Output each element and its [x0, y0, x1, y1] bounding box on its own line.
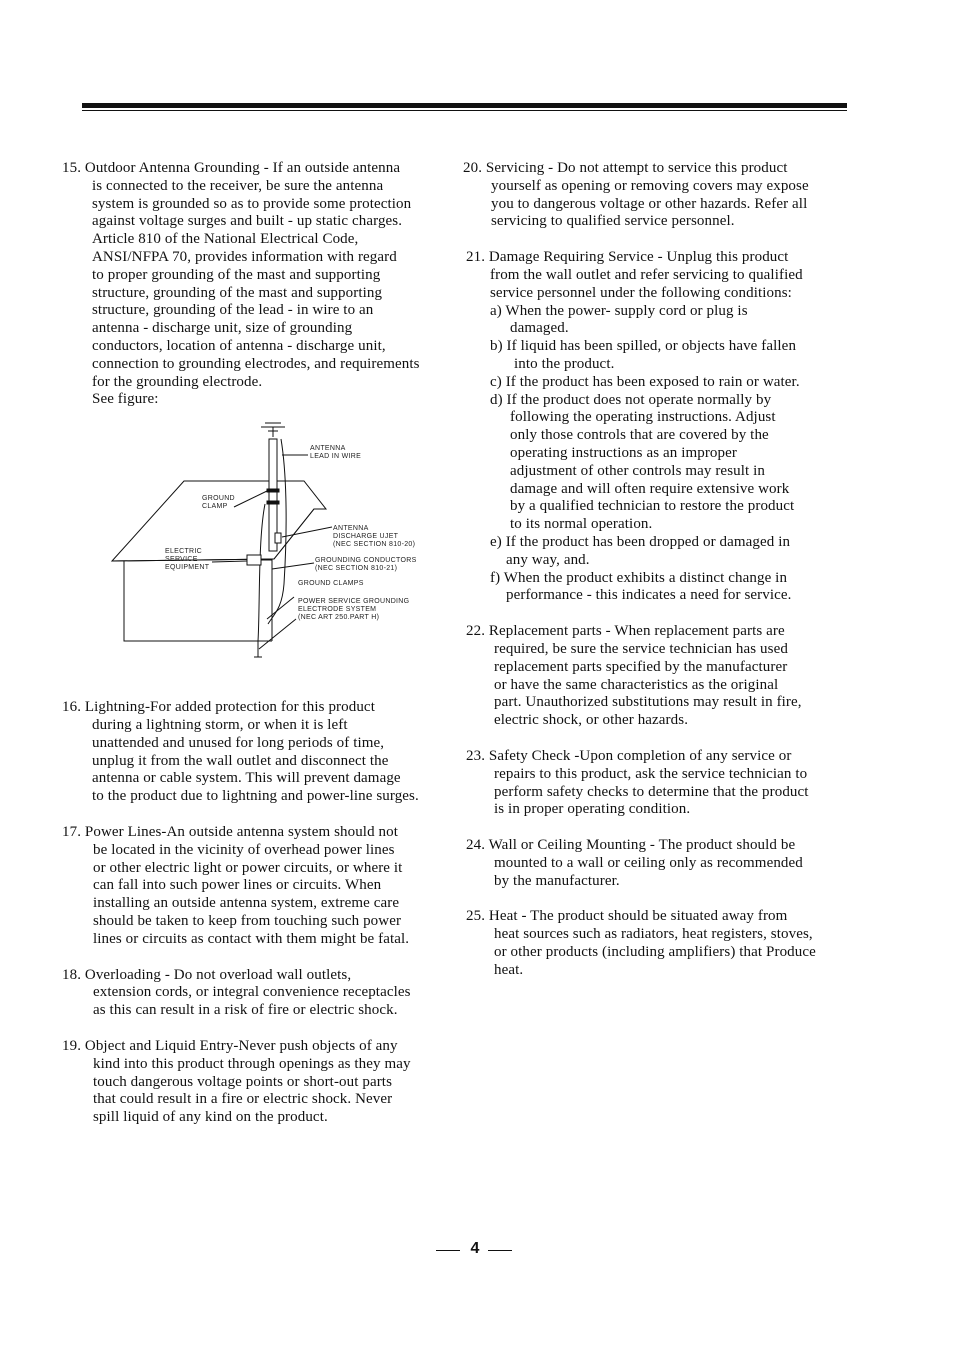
- text-line: yourself as opening or removing covers may expose: [491, 177, 809, 194]
- text-line: you to dangerous voltage or other hazards. Refer all: [491, 195, 808, 212]
- text-line: installing an outside antenna system, extreme care: [93, 895, 400, 912]
- header-rule-thin: [82, 110, 847, 111]
- text-line: unattended and unused for long periods of time,: [92, 734, 385, 751]
- text-line: 17. Power Lines-An outside antenna system should not: [62, 823, 398, 840]
- text-line: See figure:: [92, 391, 159, 408]
- text-line: damage and will often require extensive work: [510, 480, 790, 497]
- text-line: to its normal operation.: [510, 516, 653, 533]
- text-line: heat.: [494, 961, 524, 978]
- text-line: 20. Servicing - Do not attempt to service this product: [463, 160, 788, 176]
- text-line: perform safety checks to determine that the product: [494, 783, 809, 800]
- text-line: servicing to qualified service personnel.: [491, 213, 735, 230]
- text-line: 25. Heat - The product should be situated away from: [466, 908, 788, 925]
- text-line: Article 810 of the National Electrical Code,: [92, 231, 359, 248]
- text-line: 19. Object and Liquid Entry-Never push objects of any: [62, 1037, 398, 1054]
- label-grounding-conductors: GROUNDING CONDUCTORS (NEC SECTION 810-21): [315, 557, 417, 573]
- text-line: f) When the product exhibits a distinct change in: [490, 569, 788, 586]
- text-line: heat sources such as radiators, heat registers, stoves,: [494, 926, 813, 943]
- text-line: lines or circuits as contact with them might be fatal.: [93, 930, 410, 947]
- text-line: electric shock, or other hazards.: [494, 712, 689, 729]
- text-line: only those controls that are covered by the: [510, 427, 769, 444]
- text-line: 24. Wall or Ceiling Mounting - The product should be: [466, 837, 796, 854]
- text-line: to the product due to lightning and power-line surges.: [92, 788, 419, 805]
- text-line: by the manufacturer.: [494, 872, 620, 889]
- text-line: e) If the product has been dropped or damaged in: [490, 533, 791, 550]
- item-15-outdoor-antenna-grounding: [62, 160, 472, 409]
- text-line: adjustment of other controls may result in: [510, 462, 765, 479]
- text-line: d) If the product does not operate normally by: [490, 391, 772, 408]
- text-line: is connected to the receiver, be sure the antenna: [92, 177, 384, 194]
- left-column: [62, 160, 472, 1127]
- text-line: as this can result in a risk of fire or electric shock.: [93, 1002, 398, 1019]
- item-25-heat: [463, 908, 873, 979]
- text-line: 21. Damage Requiring Service - Unplug this product: [466, 249, 789, 266]
- text-line: mounted to a wall or ceiling only as recommended: [494, 854, 803, 871]
- label-antenna-discharge-unit: ANTENNA DISCHARGE UJET (NEC SECTION 810-20): [333, 525, 416, 549]
- text-line: 23. Safety Check -Upon completion of any service or: [466, 747, 792, 764]
- item-23-safety-check: [463, 748, 873, 819]
- text-line: 22. Replacement parts - When replacement parts are: [466, 623, 785, 640]
- text-line: 18. Overloading - Do not overload wall outlets,: [62, 966, 352, 983]
- house-antenna-diagram-icon: [62, 409, 472, 699]
- text-line: antenna - discharge unit, size of grounding: [92, 320, 353, 337]
- item-24-wall-ceiling-mounting: [463, 837, 873, 890]
- text-line: to proper grounding of the mast and supporting: [92, 266, 381, 283]
- text-line: touch dangerous voltage points or short-out parts: [93, 1073, 393, 1090]
- header-rule-thick: [82, 103, 847, 108]
- item-19-object-liquid-entry: [62, 1038, 472, 1127]
- label-ground-clamp: GROUND CLAMP: [202, 495, 235, 511]
- text-line: or other products (including amplifiers) that Produce: [494, 944, 816, 961]
- page-number-value: 4: [470, 1240, 480, 1257]
- text-line: during a lightning storm, or when it is left: [92, 716, 348, 733]
- text-line: that could result in a fire or electric shock. Never: [93, 1091, 393, 1108]
- text-line: extension cords, or integral convenience receptacles: [93, 984, 411, 1001]
- text-line: spill liquid of any kind on the product.: [93, 1109, 328, 1126]
- text-line: replacement parts specified by the manufacturer: [494, 658, 788, 675]
- text-line: kind into this product through openings as they may: [93, 1055, 411, 1072]
- text-line: ANSI/NFPA 70, provides information with regard: [92, 248, 397, 265]
- text-line: for the grounding electrode.: [92, 373, 263, 390]
- text-line: 16. Lightning-For added protection for this product: [62, 699, 375, 716]
- text-line: structure, grounding of the lead - in wire to an: [92, 302, 374, 319]
- label-antenna-lead-in-wire: ANTENNA LEAD IN WIRE: [310, 445, 362, 461]
- item-20-servicing: [463, 160, 873, 231]
- item-17-power-lines: [62, 824, 472, 949]
- text-line: against voltage surges and built - up static charges.: [92, 213, 403, 230]
- text-line: service personnel under the following conditions:: [490, 284, 792, 301]
- text-line: is in proper operating condition.: [494, 801, 691, 818]
- page-number-dash-right: [488, 1250, 512, 1251]
- text-line: or other electric light or power circuits, or where it: [93, 859, 403, 876]
- text-line: damaged.: [510, 320, 569, 337]
- text-line: antenna or cable system. This will prevent damage: [92, 770, 401, 787]
- page-number-dash-left: [436, 1250, 460, 1251]
- text-line: repairs to this product, ask the service technician to: [494, 765, 808, 782]
- text-line: c) If the product has been exposed to rain or water.: [490, 373, 800, 390]
- item-22-replacement-parts: [463, 623, 873, 730]
- label-electric-service-equipment: ELECTRIC SERVICE EQUIPMENT: [165, 548, 210, 572]
- text-line: be located in the vicinity of overhead power lines: [93, 841, 395, 858]
- text-line: b) If liquid has been spilled, or objects have fallen: [490, 338, 797, 355]
- label-ground-clamps: GROUND CLAMPS: [298, 580, 364, 588]
- text-line: by a qualified technician to restore the product: [510, 498, 795, 515]
- text-line: any way, and.: [506, 551, 590, 568]
- text-line: 15. Outdoor Antenna Grounding - If an outside antenna: [62, 160, 401, 176]
- text-line: system is grounded so as to provide some protection: [92, 195, 412, 212]
- text-line: conductors, location of antenna - discharge unit,: [92, 337, 386, 354]
- text-line: connection to grounding electrodes, and requirements: [92, 355, 420, 372]
- antenna-grounding-figure: [62, 409, 472, 699]
- text-line: a) When the power- supply cord or plug is: [490, 302, 748, 319]
- page-number: [436, 1240, 514, 1260]
- text-line: should be taken to keep from touching such power: [93, 912, 402, 929]
- text-line: or have the same characteristics as the original: [494, 676, 779, 693]
- text-line: unplug it from the wall outlet and disconnect the: [92, 752, 389, 769]
- text-line: part. Unauthorized substitutions may result in fire,: [494, 694, 802, 711]
- item-18-overloading: [62, 967, 472, 1020]
- text-line: structure, grounding of the mast and supporting: [92, 284, 383, 301]
- item-16-lightning: [62, 699, 472, 806]
- label-power-service-grounding: POWER SERVICE GROUNDING ELECTRODE SYSTEM (NEC ART 250.PART H): [298, 598, 410, 622]
- text-line: operating instructions as an improper: [510, 444, 737, 461]
- text-line: can fall into such power lines or circuits. When: [93, 877, 382, 894]
- text-line: into the product.: [514, 355, 615, 372]
- text-line: following the operating instructions. Adjust: [510, 409, 776, 426]
- text-line: from the wall outlet and refer servicing to qualified: [490, 266, 803, 283]
- item-21-damage-requiring-service: [463, 249, 873, 605]
- text-line: required, be sure the service technician has used: [494, 640, 788, 657]
- right-column: [463, 160, 873, 980]
- text-line: performance - this indicates a need for service.: [506, 587, 792, 604]
